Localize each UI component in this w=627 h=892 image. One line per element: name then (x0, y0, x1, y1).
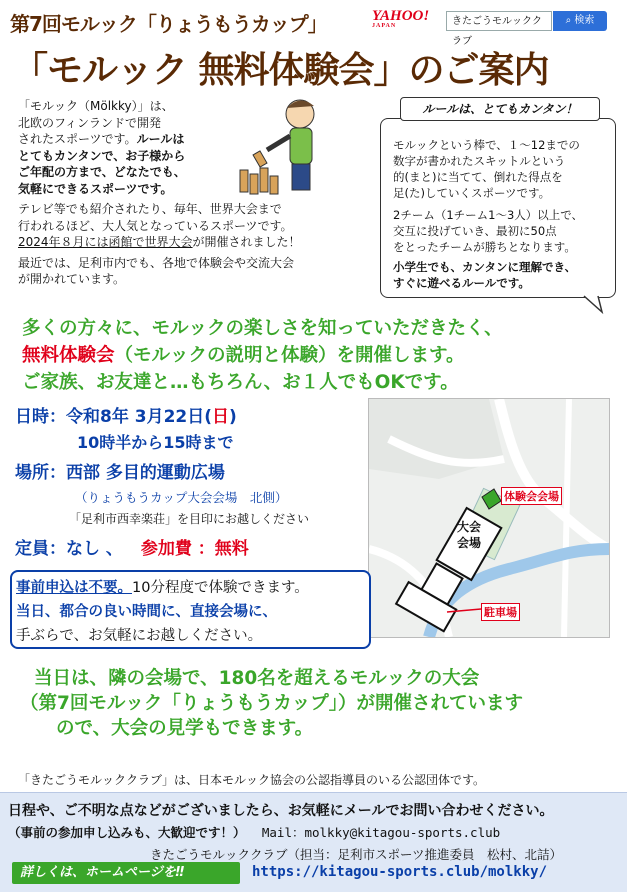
rules-text: モルックという棒で、１～12までの 数字が書かれたスキットルという 的(まと)に当てて、倒れた得点を 足(た)していくスポーツです。 2チーム（1チーム1～3人）以上で、 交互に投げていき、最初に50点 をとったチームが勝ちとなります。 小学生でも、カンタンに理解でき、 すぐに遊べるルールです。 (393, 138, 584, 290)
map-label-tournament: 大会 会場 (457, 520, 482, 550)
search-icon: ⌕ (565, 15, 572, 26)
contact-organization: きたごうモルッククラブ（担当：足利市スポーツ推進委員 松村、北詰） (150, 847, 563, 862)
molkky-player-illustration (232, 92, 372, 204)
search-input[interactable]: きたごうモルッククラブ (446, 11, 552, 31)
map-label-parking: 駐車場 (481, 603, 520, 621)
venue-map (368, 398, 610, 638)
email-link[interactable]: molkky@kitagou-sports.club (304, 825, 501, 840)
map-label-experience: 体験会会場 (501, 487, 562, 505)
application-line-1: 事前申込は不要。10分程度で体験できます。 (16, 580, 309, 596)
club-note: 「きたごうモルッククラブ」は、日本モルック協会の公認指導員のいる公認団体です。 (18, 773, 486, 787)
event-info: 日時：令和8年 3月22日(日) 10時半から15時まで 場所：西部 多目的運動広場 （りょうもうカップ大会会場 北側） 「足利市西幸楽荘」を目印にお越しください 定員：なし 、 参加費 ：無料 (15, 407, 310, 559)
page-title: 「モルック 無料体験会」のご案内 (12, 50, 549, 91)
intro-text: 「モルック（Mölkky）」は、 北欧のフィンランドで開発 されたスポーツです。ルールは とてもカンタンで、お子様から ご年配の方まで、どなたでも、 気軽にできるスポーツです。 テレビ等でも紹介されたり、毎年、世界大会まで 行われるほど、大人気となっているスポーツです。 2024年８月には函館で世界大会が開催されました！ 最近では、足利市内でも、各地で体験会や交流大会 が開かれています。 (18, 99, 301, 286)
speech-tail (582, 290, 612, 314)
contact-line-1: 日程や、ご不明な点などがございましたら、お気軽にメールでお問い合わせください。 (8, 803, 554, 819)
invitation-message: 多くの方々に、モルックの楽しさを知っていただきたく、 無料体験会（モルックの説明と体験）を開催します。 ご家族、お友達と…もちろん、お１人でもOKです。 (22, 318, 503, 393)
application-line-2: 当日、都合の良い時間に、直接会場に、 (16, 604, 277, 620)
tournament-note: 当日は、隣の会場で、180名を超えるモルックの大会 （第7回モルック「りょうもうカップ」）が開催されています ので、大会の見学もできます。 (20, 668, 523, 739)
homepage-url-link[interactable]: https://kitagou-sports.club/molkky/ (252, 864, 548, 880)
homepage-button[interactable]: 詳しくは、ホームページを‼ (12, 862, 240, 884)
application-line-3: 手ぶらで、お気軽にお越しください。 (16, 628, 263, 644)
rules-label: ルールは、とてもカンタン！ (400, 97, 600, 121)
contact-line-2: （事前の参加申し込みも、大歓迎です！） Mail：molkky@kitagou-sports.club (8, 825, 501, 840)
search-button[interactable]: ⌕ 検索 (553, 11, 607, 31)
yahoo-logo: YAHOO! JAPAN (372, 8, 430, 29)
event-title: 第7回モルック「りょうもうカップ」 (10, 12, 327, 36)
